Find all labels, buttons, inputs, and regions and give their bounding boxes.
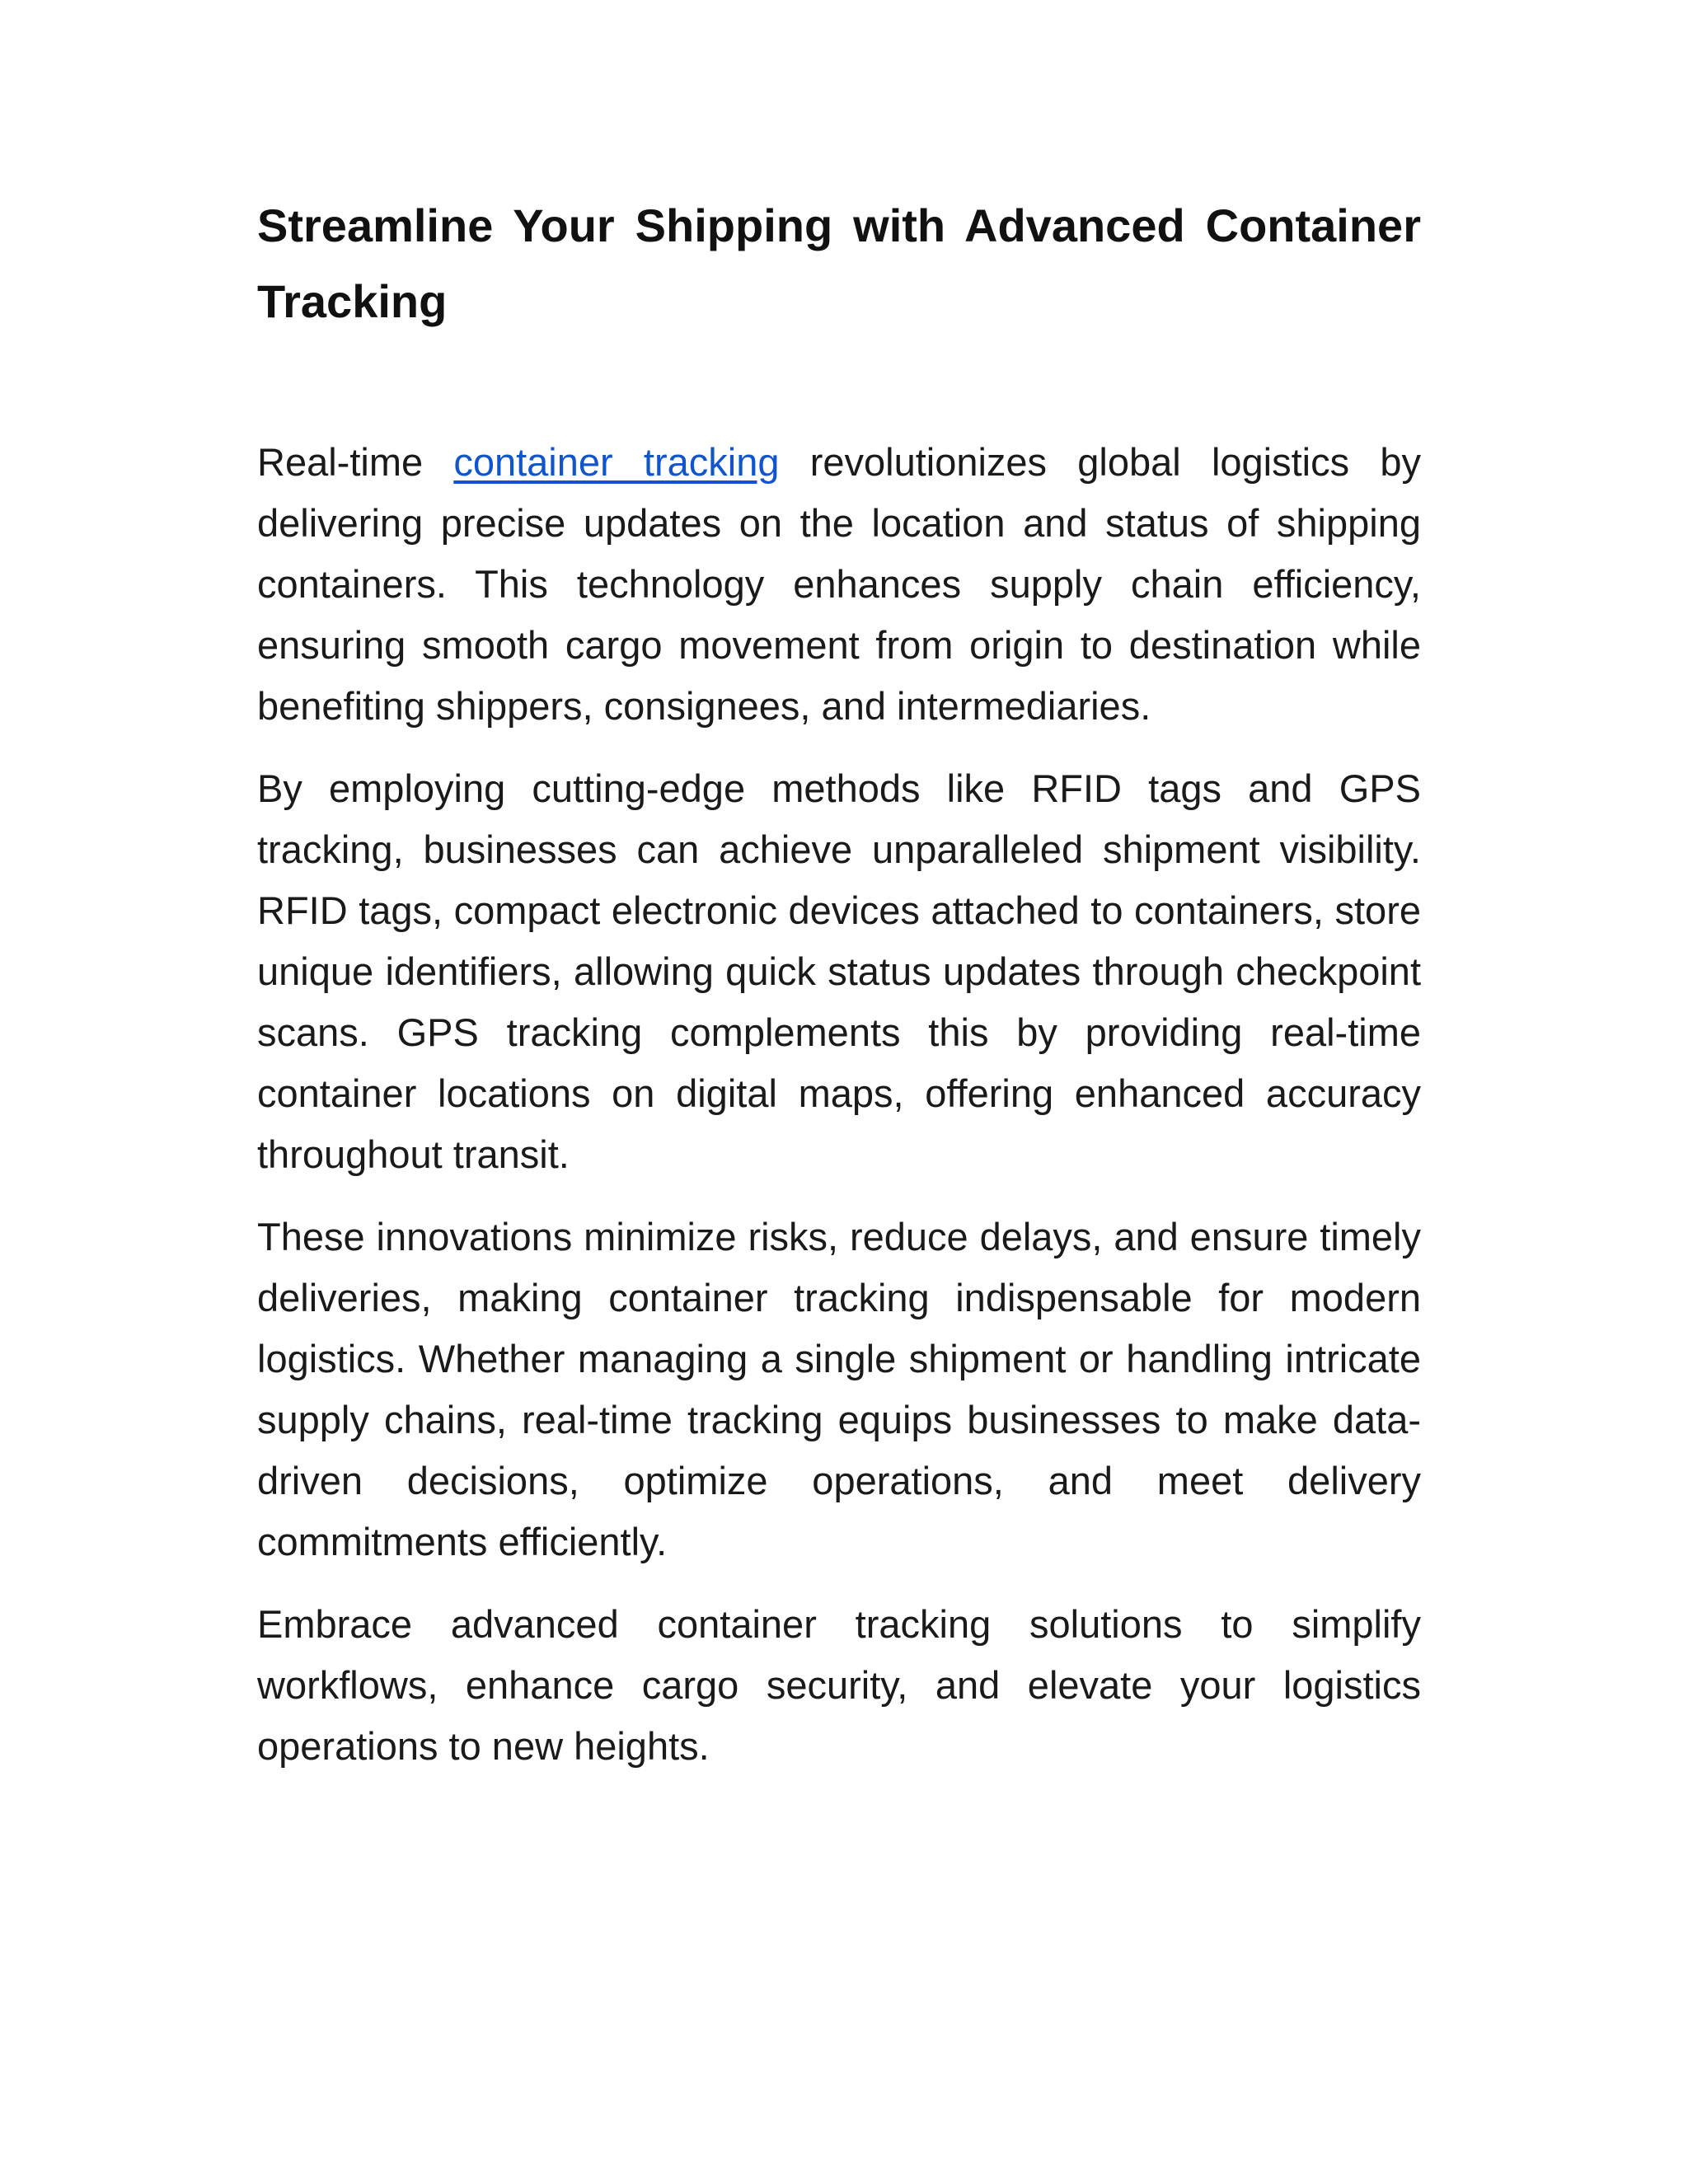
paragraph-intro xyxy=(257,432,1421,737)
document-body xyxy=(257,432,1421,1777)
page-title: Streamline Your Shipping with Advanced Container Tracking xyxy=(257,199,1421,327)
paragraph-intro-rest: revolutionizes global logistics by delivering precise updates on the location and status of shipping containers. This technology enhances supply chain efficiency, ensuring smooth cargo movement from origin to destination while benefiting shippers, consignees, and intermediaries. xyxy=(257,440,1421,728)
paragraph-benefits: These innovations minimize risks, reduce delays, and ensure timely deliveries, making container tracking indispensable for modern logistics. Whether managing a single shipment or handling intricate supply chains, real-time tracking equips businesses to make data-driven decisions, optimize operations, and meet delivery commitments efficiently. xyxy=(257,1215,1421,1563)
paragraph-conclusion: Embrace advanced container tracking solutions to simplify workflows, enhance cargo security, and elevate your logistics operations to new heights. xyxy=(257,1602,1421,1768)
paragraph-intro-lead: Real-time xyxy=(257,440,454,484)
document-page xyxy=(257,188,1421,1798)
container-tracking-link[interactable]: container tracking xyxy=(453,440,780,484)
paragraph-methods: By employing cutting-edge methods like RFID tags and GPS tracking, businesses can achieve unparalleled shipment visibility. RFID tags, compact electronic devices attached to containers, store unique identifiers, allowing quick status updates through checkpoint scans. GPS tracking complements this by providing real-time container locations on digital maps, offering enhanced accuracy throughout transit. xyxy=(257,766,1421,1176)
